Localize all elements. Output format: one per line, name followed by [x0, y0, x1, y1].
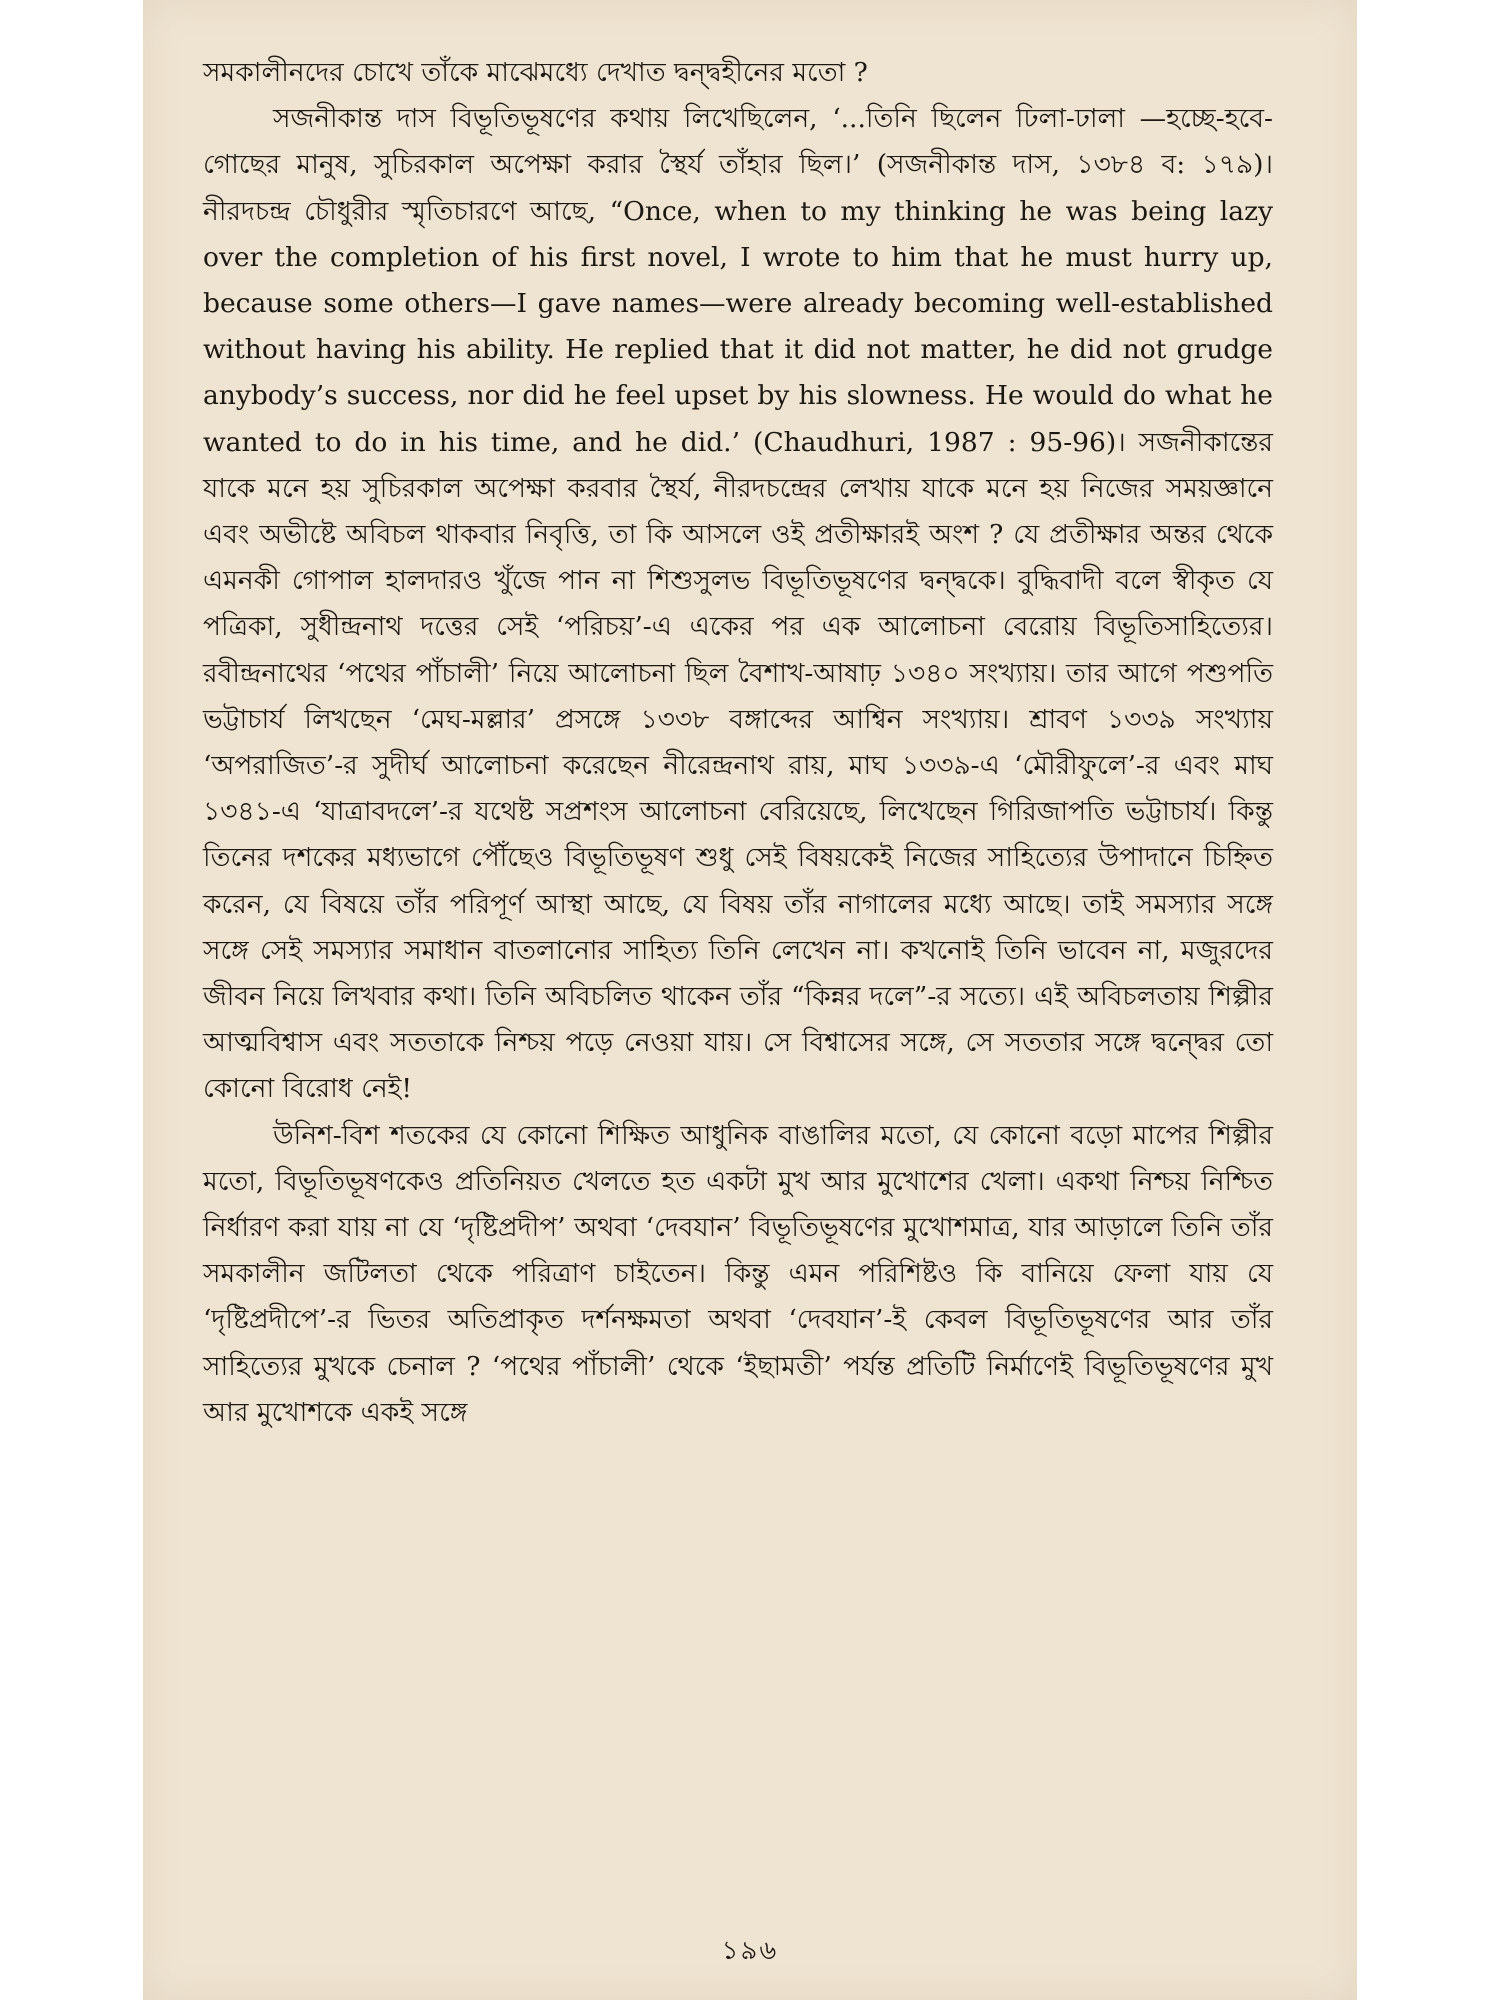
body-text — [203, 50, 1273, 1436]
page-number: ১৯৬ — [721, 1936, 779, 1966]
paragraph-3: উনিশ-বিশ শতকের যে কোনো শিক্ষিত আধুনিক বাঙালির মতো, যে কোনো বড়ো মাপের শিল্পীর মতো, বিভূতিভূষণকেও প্রতিনিয়ত খেলতে হত একটা মুখ আর মুখোশের খেলা। একথা নিশ্চয় নিশ্চিত নির্ধারণ করা যায় না যে ‘দৃষ্টিপ্রদীপ’ অথবা ‘দেবযান’ বিভূতিভূষণের মুখোশমাত্র, যার আড়ালে তিনি তাঁর সমকালীন জটিলতা থেকে পরিত্রাণ চাইতেন। কিন্তু এমন পরিশিষ্টও কি বানিয়ে ফেলা যায় যে ‘দৃষ্টিপ্রদীপে’-র ভিতর অতিপ্রাকৃত দর্শনক্ষমতা অথবা ‘দেবযান’-ই কেবল বিভূতিভূষণের আর তাঁর সাহিত্যের মুখকে চেনাল ? ‘পথের পাঁচালী’ থেকে ‘ইছামতী’ পর্যন্ত প্রতিটি নির্মাণেই বিভূতিভূষণের মুখ আর মুখোশকে একই সঙ্গে — [203, 1119, 1273, 1428]
paragraph-1: সমকালীনদের চোখে তাঁকে মাঝেমধ্যে দেখাত দ্বন্দ্বহীনের মতো ? — [203, 57, 868, 88]
paragraph-2: সজনীকান্ত দাস বিভূতিভূষণের কথায় লিখেছিলেন, ‘...তিনি ছিলেন ঢিলা-ঢালা —হচ্ছে-হবে-গোছের মানুষ, সুচিরকাল অপেক্ষা করার স্থৈর্য তাঁহার ছিল।’ (সজনীকান্ত দাস, ১৩৮৪ ব: ১৭৯)। নীরদচন্দ্র চৌধুরীর স্মৃতিচারণে আছে, “Once, when to my thinking he was being lazy over the completion of his first novel, I wrote to him that he must hurry up, because some others—I gave names—were already becoming well-established without having his ability. He replied that it did not matter, he did not grudge anybody’s success, nor did he feel upset by his slowness. He would do what he wanted to do in his time, and he did.’ (Chaudhuri, 1987 : 95-96)। সজনীকান্তের যাকে মনে হয় সুচিরকাল অপেক্ষা করবার স্থৈর্য, নীরদচন্দ্রের লেখায় যাকে মনে হয় নিজের সময়জ্ঞানে এবং অভীষ্টে অবিচল থাকবার নিবৃত্তি, তা কি আসলে ওই প্রতীক্ষারই অংশ ? যে প্রতীক্ষার অন্তর থেকে এমনকী গোপাল হালদারও খুঁজে পান না শিশুসুলভ বিভূতিভূষণের দ্বন্দ্বকে। বুদ্ধিবাদী বলে স্বীকৃত যে পত্রিকা, সুধীন্দ্রনাথ দত্তের সেই ‘পরিচয়’-এ একের পর এক আলোচনা বেরোয় বিভূতিসাহিত্যের। রবীন্দ্রনাথের ‘পথের পাঁচালী’ নিয়ে আলোচনা ছিল বৈশাখ-আষাঢ় ১৩৪০ সংখ্যায়। তার আগে পশুপতি ভট্টাচার্য লিখছেন ‘মেঘ-মল্লার’ প্রসঙ্গে ১৩৩৮ বঙ্গাব্দের আশ্বিন সংখ্যায়। শ্রাবণ ১৩৩৯ সংখ্যায় ‘অপরাজিত’-র সুদীর্ঘ আলোচনা করেছেন নীরেন্দ্রনাথ রায়, মাঘ ১৩৩৯-এ ‘মৌরীফুলে’-র এবং মাঘ ১৩৪১-এ ‘যাত্রাবদলে’-র যথেষ্ট সপ্রশংস আলোচনা বেরিয়েছে, লিখেছেন গিরিজাপতি ভট্টাচার্য। কিন্তু তিনের দশকের মধ্যভাগে পৌঁছেও বিভূতিভূষণ শুধু সেই বিষয়কেই নিজের সাহিত্যের উপাদানে চিহ্নিত করেন, যে বিষয়ে তাঁর পরিপূর্ণ আস্থা আছে, যে বিষয় তাঁর নাগালের মধ্যে আছে। তাই সমস্যার সঙ্গে সঙ্গে সেই সমস্যার সমাধান বাতলানোর সাহিত্য তিনি লেখেন না। কখনোই তিনি ভাবেন না, মজুরদের জীবন নিয়ে লিখবার কথা। তিনি অবিচলিত থাকেন তাঁর “কিন্নর দলে”-র সত্যে। এই অবিচলতায় শিল্পীর আত্মবিশ্বাস এবং সততাকে নিশ্চয় পড়ে নেওয়া যায়। সে বিশ্বাসের সঙ্গে, সে সততার সঙ্গে দ্বন্দ্বের তো কোনো বিরোধ নেই! — [203, 103, 1273, 1105]
book-page — [143, 0, 1357, 2000]
